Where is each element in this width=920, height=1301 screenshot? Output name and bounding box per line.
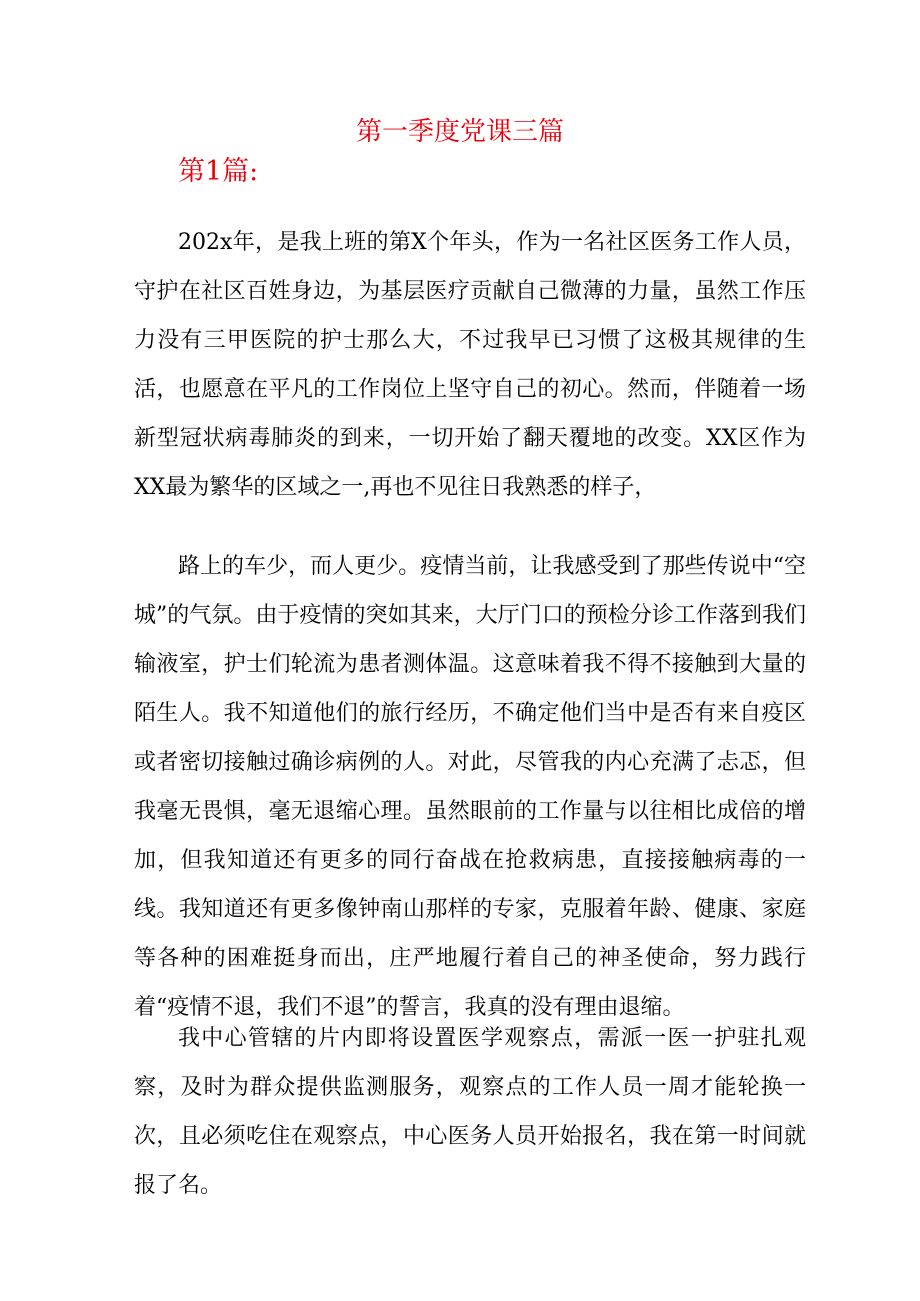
body-paragraph-2: 路上的车少，而人更少。疫情当前，让我感受到了那些传说中“空城”的气氛。由于疫情的突如其来，大厅门口的预检分诊工作落到我们输液室，护士们轮流为患者测体温。这意味着我不得不接触到大量的陌生人。我不知道他们的旅行经历，不确定他们当中是否有来自疫区或者密切接触过确诊病例的人。对此，尽管我的内心充满了忐忑，但我毫无畏惧，毫无退缩心理。虽然眼前的工作量与以往相比成倍的增加，但我知道还有更多的同行奋战在抢救病患，直接接触病毒的一线。我知道还有更多像钟南山那样的专家，克服着年龄、健康、家庭等各种的困难挺身而出，庄严地履行着自己的神圣使命，努力践行着“疫情不退，我们不退”的誓言，我真的没有理由退缩。 (134, 554, 806, 1020)
document-title: 第一季度党课三篇 (355, 117, 564, 147)
body-paragraph-3: 我中心管辖的片内即将设置医学观察点，需派一医一护驻扎观察，及时为群众提供监测服务，观察点的工作人员一周才能轮换一次，且必须吃住在观察点，中心医务人员开始报名，我在第一时间就报了名。 (134, 1026, 806, 1198)
section-heading: 第1篇: (178, 156, 259, 187)
body-paragraph-1: 202x年，是我上班的第X个年头，作为一名社区医务工作人员，守护在社区百姓身边，为基层医疗贡献自己微薄的力量，虽然工作压力没有三甲医院的护士那么大，不过我早已习惯了这极其规律的生活，也愿意在平凡的工作岗位上坚守自己的初心。然而，伴随着一场新型冠状病毒肺炎的到来，一切开始了翻天覆地的改变。XX区作为XX最为繁华的区域之一,再也不见往日我熟悉的样子， (134, 230, 806, 500)
